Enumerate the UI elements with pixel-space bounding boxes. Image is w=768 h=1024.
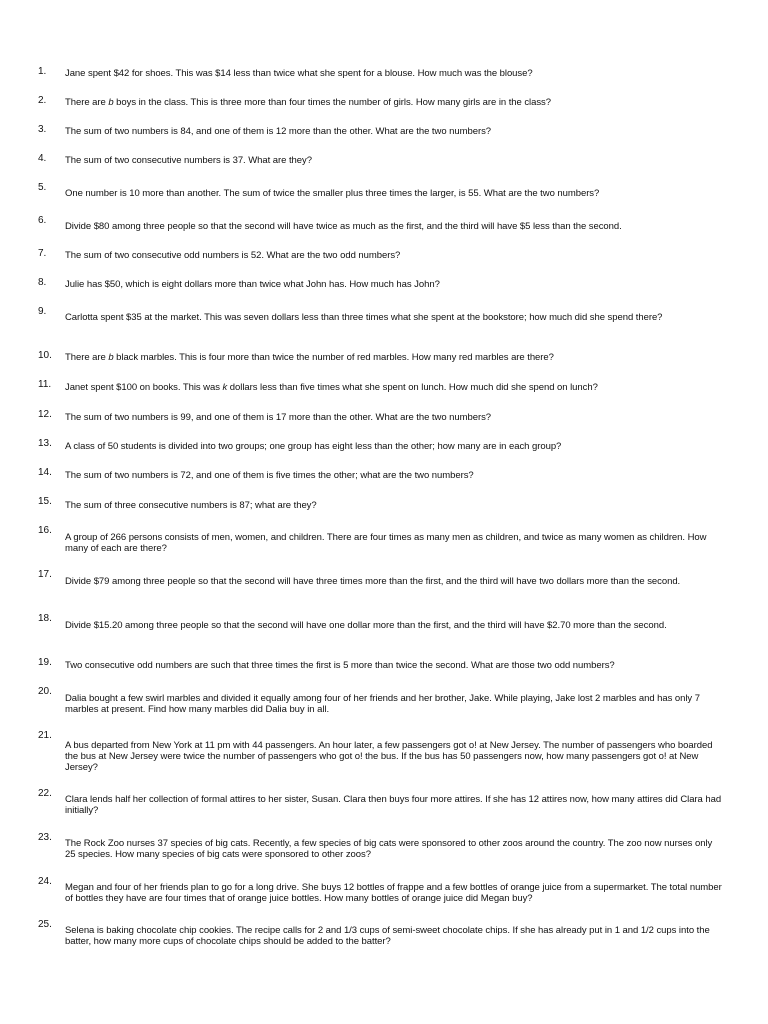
problem-text: Divide $15.20 among three people so that the second will have one dollar more than the first, and the third will have $2.70 more than the second. <box>65 620 667 631</box>
problem-number: 24. <box>38 876 52 887</box>
problem-text: There are b boys in the class. This is three more than four times the number of girls. How many girls are in the class? <box>65 97 551 108</box>
problem-text: There are b black marbles. This is four more than twice the number of red marbles. How many red marbles are there? <box>65 352 554 363</box>
problem-text: The sum of two consecutive numbers is 37. What are they? <box>65 155 312 166</box>
problem-number: 25. <box>38 919 52 930</box>
problem-text: The sum of two numbers is 99, and one of them is 17 more than the other. What are the two numbers? <box>65 412 491 423</box>
problem-text: A class of 50 students is divided into two groups; one group has eight less than the other; how many are in each group? <box>65 441 562 452</box>
problem-number: 9. <box>38 306 47 317</box>
problem-text: Two consecutive odd numbers are such that three times the first is 5 more than twice the second. What are those two odd numbers? <box>65 660 615 671</box>
problem-number: 16. <box>38 525 52 536</box>
problem-number: 19. <box>38 657 52 668</box>
problem-text: Clara lends half her collection of formal attires to her sister, Susan. Clara then buys four more attires. If she has 12 attires now, how many attires did Clara had initially? <box>65 794 722 816</box>
problem-number: 7. <box>38 248 47 259</box>
problem-number: 6. <box>38 215 47 226</box>
problem-text: Dalia bought a few swirl marbles and divided it equally among four of her friends and her brother, Jake. While playing, Jake lost 2 marbles and has only 7 marbles at present. Find how many marbles did Dalia buy in all. <box>65 693 700 715</box>
problem-number: 1. <box>38 66 47 77</box>
problem-number: 4. <box>38 153 47 164</box>
problem-text: Selena is baking chocolate chip cookies. The recipe calls for 2 and 1/3 cups of semi-sweet chocolate chips. If she has already put in 1 and 1/2 cups into the batter, how many more cups of chocolate chips should be added to the batter? <box>65 925 710 947</box>
problem-number: 10. <box>38 350 52 361</box>
problem-text: Jane spent $42 for shoes. This was $14 less than twice what she spent for a blouse. How much was the blouse? <box>65 68 533 79</box>
problem-text: Janet spent $100 on books. This was k dollars less than five times what she spent on lunch. How much did she spend on lunch? <box>65 382 598 393</box>
problem-text: A group of 266 persons consists of men, women, and children. There are four times as many men as children, and twice as many women as children. How many of each are there? <box>65 532 707 554</box>
problem-number: 18. <box>38 613 52 624</box>
problem-number: 5. <box>38 182 47 193</box>
problem-text: Carlotta spent $35 at the market. This was seven dollars less than three times what she spent at the bookstore; how much did she spend there? <box>65 312 663 323</box>
problem-number: 12. <box>38 409 52 420</box>
problem-text: Julie has $50, which is eight dollars more than twice what John has. How much has John? <box>65 279 440 290</box>
problem-number: 15. <box>38 496 52 507</box>
problem-number: 13. <box>38 438 52 449</box>
problem-number: 17. <box>38 569 52 580</box>
problem-number: 11. <box>38 379 52 390</box>
problem-text: The sum of two consecutive odd numbers is 52. What are the two odd numbers? <box>65 250 401 261</box>
problem-number: 21. <box>38 730 52 741</box>
problem-number: 3. <box>38 124 47 135</box>
problem-number: 20. <box>38 686 52 697</box>
problem-number: 14. <box>38 467 52 478</box>
problem-text: Divide $79 among three people so that the second will have three times more than the first, and the third will have two dollars more than the second. <box>65 576 681 587</box>
problem-number: 22. <box>38 788 52 799</box>
problem-number: 8. <box>38 277 47 288</box>
problem-text: The sum of three consecutive numbers is 87; what are they? <box>65 500 317 511</box>
problem-text: The sum of two numbers is 72, and one of them is five times the other; what are the two numbers? <box>65 470 474 481</box>
problem-number: 23. <box>38 832 52 843</box>
problem-text: Megan and four of her friends plan to go for a long drive. She buys 12 bottles of frappe and a few bottles of orange juice from a supermarket. The total number of bottles they have are four times that of orange juice bottles. How many bottles of orange juice did Megan buy? <box>65 882 722 904</box>
problem-text: A bus departed from New York at 11 pm with 44 passengers. An hour later, a few passengers got o! at New Jersey. The number of passengers who boarded the bus at New Jersey were twice the number of passengers who got o! the bus. If the bus has 50 passengers now, how many passengers got o! at New Jersey? <box>65 740 713 773</box>
problem-number: 2. <box>38 95 47 106</box>
problem-text: The Rock Zoo nurses 37 species of big cats. Recently, a few species of big cats were sponsored to other zoos around the country. The zoo now nurses only 25 species. How many species of big cats were sponsored to other zoos? <box>65 838 713 860</box>
problem-text: One number is 10 more than another. The sum of twice the smaller plus three times the larger, is 55. What are the two numbers? <box>65 188 600 199</box>
problem-text: The sum of two numbers is 84, and one of them is 12 more than the other. What are the two numbers? <box>65 126 491 137</box>
problem-text: Divide $80 among three people so that the second will have twice as much as the first, and the third will have $5 less than the second. <box>65 221 622 232</box>
